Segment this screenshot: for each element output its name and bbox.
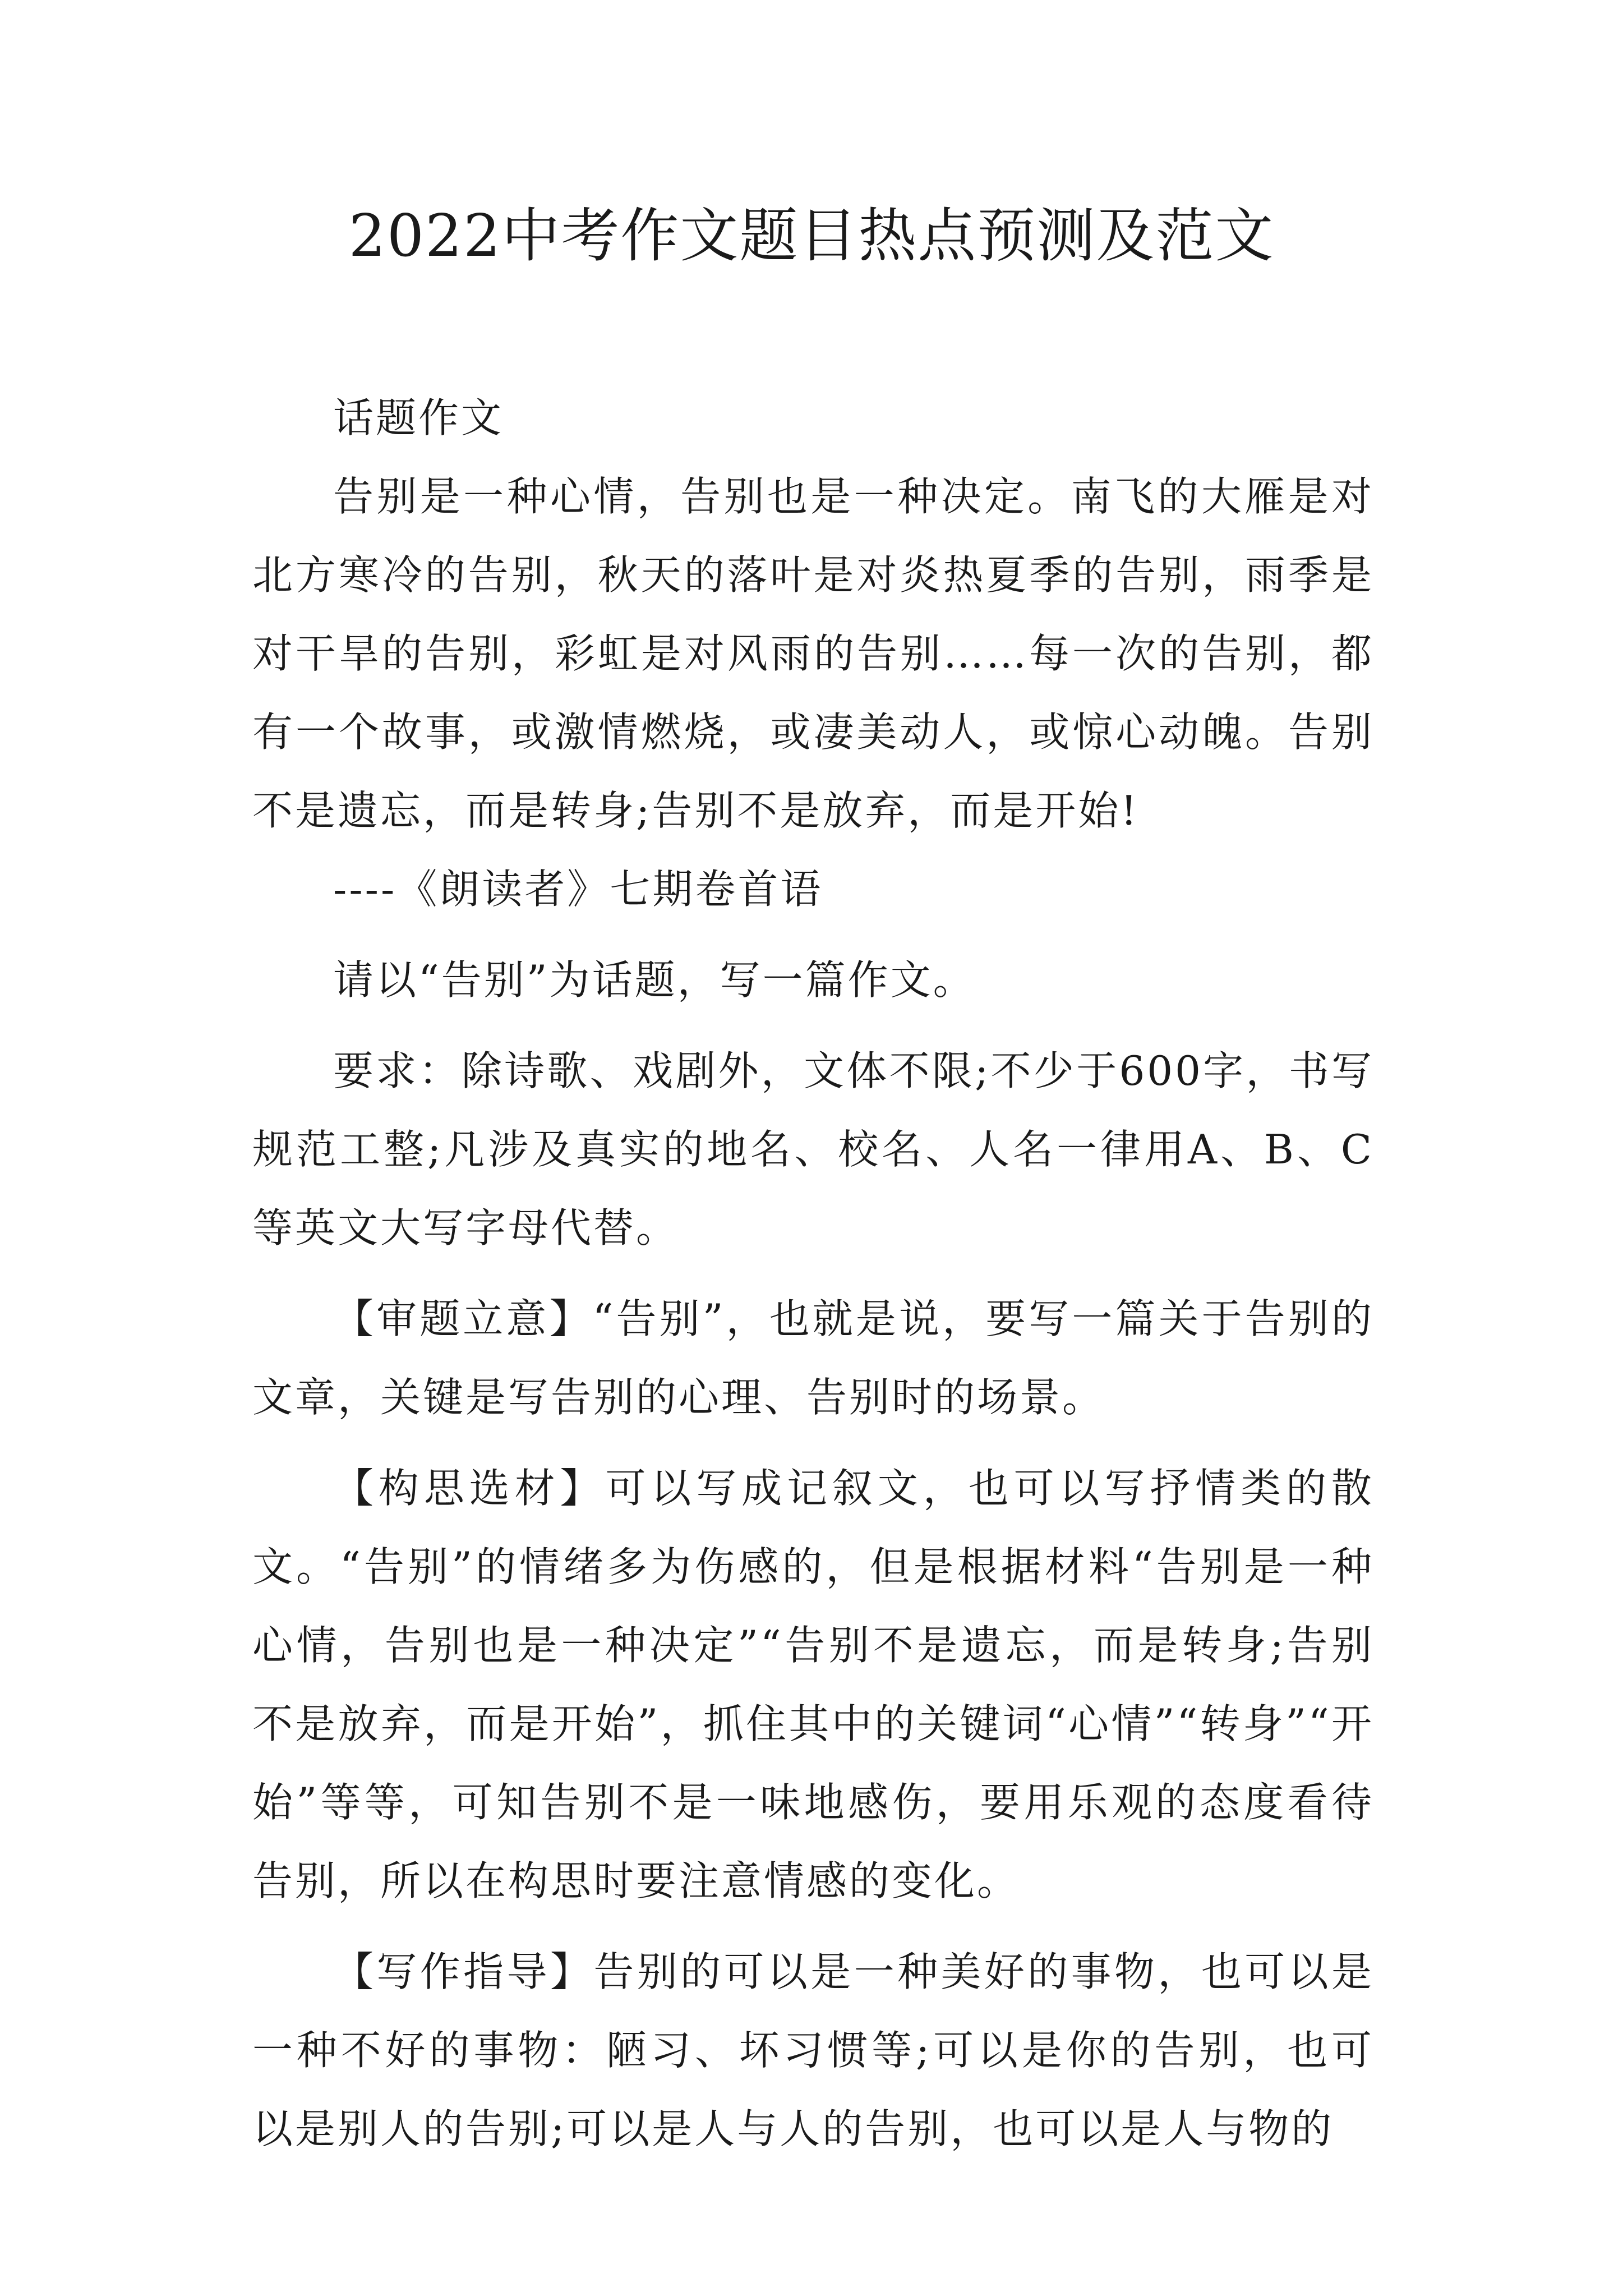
document-title: 2022中考作文题目热点预测及范文	[348, 201, 1275, 270]
paragraph-instruction: 请以“告别”为话题，写一篇作文。	[333, 956, 976, 1004]
paragraph-source: ----《朗读者》七期卷首语	[333, 866, 823, 913]
document-body	[252, 379, 1374, 2168]
paragraph-prompt-material: 告别是一种心情，告别也是一种决定。南飞的大雁是对北方寒冷的告别，秋天的落叶是对炎热夏季的告别，雨季是对干旱的告别，彩虹是对风雨的告别……每一次的告别，都有一个故事，或激情燃烧，或凄美动人，或惊心动魄。告别不是遗忘，而是转身;告别不是放弃，而是开始!	[252, 473, 1374, 834]
paragraph-material-selection: 【构思选材】可以写成记叙文，也可以写抒情类的散文。“告别”的情绪多为伤感的，但是根据材料“告别是一种心情，告别也是一种决定”“告别不是遗忘，而是转身;告别不是放弃，而是开始”，抓住其中的关键词“心情”“转身”“开始”等等，可知告别不是一味地感伤，要用乐观的态度看待告别，所以在构思时要注意情感的变化。	[252, 1465, 1374, 1904]
paragraph-topic-label: 话题作文	[333, 394, 504, 441]
paragraph-requirements: 要求：除诗歌、戏剧外，文体不限;不少于600字，书写规范工整;凡涉及真实的地名、校名、人名一律用A、B、C等英文大写字母代替。	[252, 1047, 1374, 1251]
paragraph-theme-analysis: 【审题立意】“告别”，也就是说，要写一篇关于告别的文章，关键是写告别的心理、告别时的场景。	[252, 1295, 1374, 1421]
paragraph-writing-guidance: 【写作指导】告别的可以是一种美好的事物，也可以是一种不好的事物：陋习、坏习惯等;可以是你的告别，也可以是别人的告别;可以是人与人的告别，也可以是人与物的	[252, 1948, 1374, 2152]
